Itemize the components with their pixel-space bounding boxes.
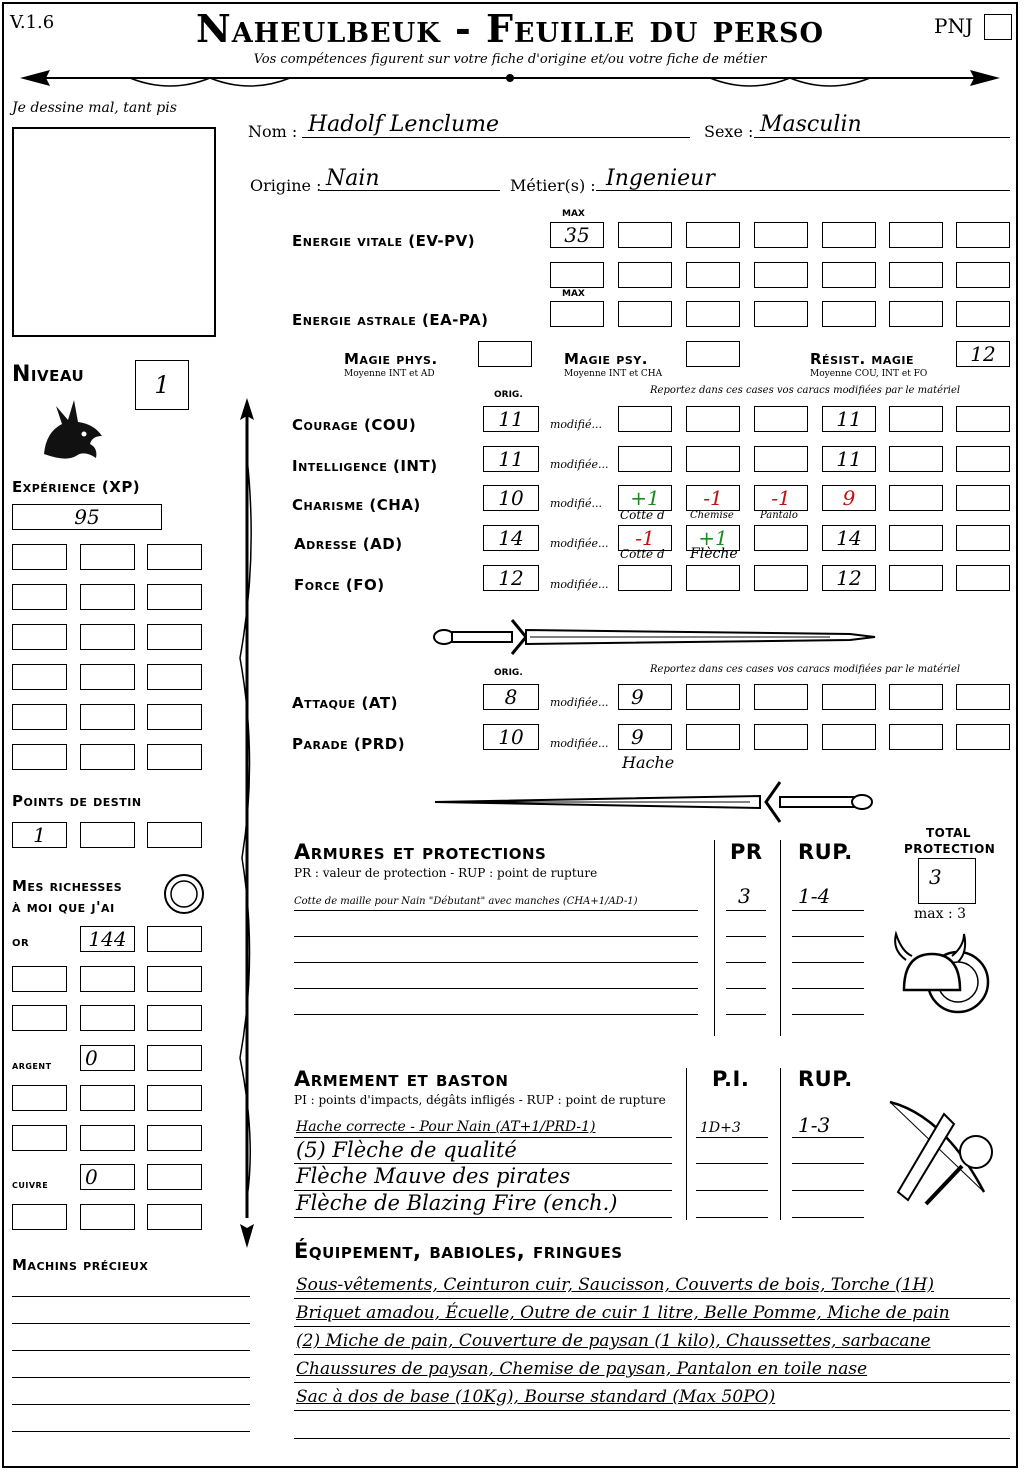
- richesses-label: Mes richesses: [12, 877, 123, 895]
- magie-psy-label: Magie psy.: [564, 350, 648, 368]
- armure-rup-line[interactable]: [792, 962, 864, 963]
- adresse-mod-label: modifiée...: [550, 537, 609, 550]
- xp-box[interactable]: [147, 704, 202, 730]
- or-box[interactable]: [80, 1005, 135, 1031]
- armure-rup-line[interactable]: [792, 936, 864, 937]
- argent-box[interactable]: [80, 1125, 135, 1151]
- arme-pi-line[interactable]: [696, 1163, 768, 1164]
- ea-box[interactable]: [822, 301, 876, 327]
- adresse-orig-box[interactable]: 14: [483, 525, 539, 551]
- weapons-icon: [884, 1096, 1002, 1212]
- argent-box[interactable]: [147, 1045, 202, 1071]
- adresse-final-box[interactable]: 14: [822, 525, 876, 551]
- machins-label: Machins précieux: [12, 1256, 149, 1274]
- destin-box[interactable]: 1: [12, 822, 67, 848]
- sexe-label: Sexe :: [704, 122, 754, 141]
- charisme-note: Pantalo: [760, 510, 798, 521]
- parade-label: Parade (PRD): [292, 735, 406, 753]
- xp-box[interactable]: [80, 544, 135, 570]
- attaque-mod-box[interactable]: [686, 684, 740, 710]
- xp-box[interactable]: [147, 584, 202, 610]
- ev-max-label: MAX: [562, 209, 585, 219]
- attaque-mod-box[interactable]: [889, 684, 943, 710]
- destin-box[interactable]: [147, 822, 202, 848]
- equipement-line[interactable]: (2) Miche de pain, Couverture de paysan (1 kilo), Chaussettes, sarbacane: [296, 1331, 931, 1351]
- armure-pr-line: [726, 910, 766, 911]
- xp-box[interactable]: [80, 584, 135, 610]
- xp-box[interactable]: [80, 664, 135, 690]
- ea-box[interactable]: [686, 301, 740, 327]
- armure-line[interactable]: [294, 988, 698, 989]
- parade-mod-box[interactable]: [956, 724, 1010, 750]
- decorative-staff-icon: [10, 64, 1010, 104]
- equipement-line[interactable]: Sac à dos de base (10Kg), Bourse standard (Max 50PO): [296, 1387, 776, 1407]
- sword-icon: [430, 776, 880, 828]
- ea-max-label: MAX: [562, 289, 585, 299]
- ev-box[interactable]: [686, 262, 740, 288]
- portrait-box[interactable]: [12, 127, 216, 337]
- equipement-rule: [294, 1410, 1010, 1411]
- resist-magie-box[interactable]: 12: [956, 341, 1010, 367]
- arme-pi-line[interactable]: [696, 1217, 768, 1218]
- xp-box[interactable]: [147, 544, 202, 570]
- ea-box[interactable]: [889, 301, 943, 327]
- parade-mod-box[interactable]: [686, 724, 740, 750]
- or-box[interactable]: [147, 1005, 202, 1031]
- sexe-line: [754, 137, 1010, 138]
- armures-sub: PR : valeur de protection - RUP : point de rupture: [294, 866, 598, 880]
- machins-line[interactable]: [12, 1377, 250, 1378]
- armure-item-pr[interactable]: 3: [738, 884, 751, 908]
- machins-line[interactable]: [12, 1296, 250, 1297]
- charisme-orig-box[interactable]: 10: [483, 485, 539, 511]
- ev-box[interactable]: [754, 222, 808, 248]
- armement-divider: [686, 1068, 687, 1220]
- ev-box[interactable]: [889, 222, 943, 248]
- adresse-mod-box[interactable]: [754, 525, 808, 551]
- armure-line: [294, 910, 698, 911]
- argent-box[interactable]: 0: [80, 1045, 135, 1071]
- force-label: Force (FO): [294, 576, 385, 594]
- armures-rup-label: RUP.: [798, 840, 853, 864]
- magie-phys-label: Magie phys.: [344, 350, 438, 368]
- charisme-mod-box[interactable]: [956, 485, 1010, 511]
- armure-item-rup[interactable]: 1-4: [798, 884, 831, 908]
- intelligence-label: Intelligence (INT): [292, 457, 438, 475]
- argent-box[interactable]: [12, 1125, 67, 1151]
- nom-label: Nom :: [248, 122, 298, 141]
- magie-psy-sub: Moyenne INT et CHA: [564, 369, 663, 379]
- parade-mod-label: modifiée...: [550, 737, 609, 750]
- charisme-note: Chemise: [690, 510, 734, 521]
- ev-box[interactable]: [822, 262, 876, 288]
- adresse-label: Adresse (AD): [294, 535, 403, 553]
- machins-line[interactable]: [12, 1431, 250, 1432]
- attaque-orig-box[interactable]: 8: [483, 684, 539, 710]
- cuivre-box[interactable]: [12, 1204, 67, 1230]
- arme-pi-line[interactable]: [696, 1190, 768, 1191]
- armures-divider: [780, 840, 781, 1036]
- magie-phys-box[interactable]: [478, 341, 532, 367]
- arme-rup-line[interactable]: [792, 1163, 864, 1164]
- ea-box[interactable]: [618, 301, 672, 327]
- magie-psy-box[interactable]: [686, 341, 740, 367]
- armement-pi-label: P.I.: [712, 1067, 750, 1091]
- adresse-mod-box[interactable]: -1: [618, 525, 672, 551]
- armures-divider: [714, 840, 715, 1036]
- parade-orig-box[interactable]: 10: [483, 724, 539, 750]
- charisme-mod-box[interactable]: -1: [754, 485, 808, 511]
- argent-box[interactable]: [12, 1085, 67, 1111]
- courage-mod-label: modifié...: [550, 418, 602, 431]
- or-box[interactable]: [12, 1005, 67, 1031]
- arme-item-name[interactable]: Flèche Mauve des pirates: [296, 1164, 571, 1188]
- ea-box[interactable]: [956, 301, 1010, 327]
- or-box[interactable]: [147, 966, 202, 992]
- intelligence-final-box[interactable]: 11: [822, 446, 876, 472]
- parade-note: Hache: [622, 753, 675, 772]
- cuivre-box[interactable]: 0: [80, 1164, 135, 1190]
- armure-pr-line[interactable]: [726, 936, 766, 937]
- armure-rup-line[interactable]: [792, 988, 864, 989]
- caracs-report-note: Reportez dans ces cases vos caracs modifiées par le matériel: [650, 385, 961, 396]
- charisme-mod-label: modifié...: [550, 497, 602, 510]
- parade-mod-box[interactable]: [822, 724, 876, 750]
- equipement-line[interactable]: Briquet amadou, Écuelle, Outre de cuir 1 litre, Belle Pomme, Miche de pain: [296, 1303, 950, 1323]
- orig-label: ORIG.: [494, 390, 523, 400]
- armure-line[interactable]: [294, 1014, 698, 1015]
- or-box[interactable]: [147, 926, 202, 952]
- charisme-label: Charisme (CHA): [292, 496, 421, 514]
- ev-box[interactable]: [550, 262, 604, 288]
- adresse-mod-box[interactable]: [956, 525, 1010, 551]
- arme-rup-line: [792, 1137, 864, 1138]
- courage-final-box[interactable]: 11: [822, 406, 876, 432]
- charisme-mod-box[interactable]: +1: [618, 485, 672, 511]
- or-label: or: [12, 934, 30, 950]
- attaque-mod-box[interactable]: [754, 684, 808, 710]
- force-final-box[interactable]: 12: [822, 565, 876, 591]
- pnj-checkbox[interactable]: [984, 14, 1012, 40]
- armure-item-name[interactable]: Cotte de maille pour Nain "Débutant" avec manches (CHA+1/AD-1): [294, 896, 638, 907]
- force-mod-label: modifiée...: [550, 578, 609, 591]
- cuivre-label: cuivre: [12, 1177, 49, 1191]
- attaque-mod-label: modifiée...: [550, 696, 609, 709]
- arme-item-rup[interactable]: 1-3: [798, 1113, 831, 1137]
- xp-box[interactable]: [147, 744, 202, 770]
- niveau-box[interactable]: 1: [135, 360, 189, 410]
- courage-orig-box[interactable]: 11: [483, 406, 539, 432]
- portrait-caption: Je dessine mal, tant pis: [12, 100, 177, 116]
- xp-box[interactable]: [12, 744, 67, 770]
- argent-box[interactable]: [80, 1085, 135, 1111]
- pnj-label: PNJ: [934, 14, 973, 38]
- machins-line[interactable]: [12, 1404, 250, 1405]
- argent-box[interactable]: [147, 1125, 202, 1151]
- intelligence-mod-box[interactable]: [754, 446, 808, 472]
- sexe-value[interactable]: Masculin: [760, 112, 862, 137]
- force-orig-box[interactable]: 12: [483, 565, 539, 591]
- experience-box[interactable]: 95: [12, 504, 162, 530]
- intelligence-mod-box[interactable]: [956, 446, 1010, 472]
- total-protection-label-2: PROTECTION: [904, 842, 996, 856]
- armure-rup-line[interactable]: [792, 1014, 864, 1015]
- intelligence-mod-box[interactable]: [618, 446, 672, 472]
- intelligence-mod-label: modifiée...: [550, 458, 609, 471]
- magie-phys-sub: Moyenne INT et AD: [344, 369, 435, 379]
- resist-magie-sub: Moyenne COU, INT et FO: [810, 369, 928, 379]
- courage-mod-box[interactable]: [618, 406, 672, 432]
- attaque-label: Attaque (AT): [292, 694, 398, 712]
- arme-pi-line: [696, 1137, 768, 1138]
- adresse-mod-box[interactable]: [889, 525, 943, 551]
- equipement-title: Équipement, babioles, fringues: [294, 1239, 623, 1263]
- ea-box[interactable]: [754, 301, 808, 327]
- cuivre-box[interactable]: [80, 1204, 135, 1230]
- experience-label: Expérience (XP): [12, 478, 141, 496]
- page-subtitle: Vos compétences figurent sur votre fiche d'origine et/ou votre fiche de métier: [253, 52, 767, 67]
- machins-line[interactable]: [12, 1323, 250, 1324]
- or-box[interactable]: [80, 966, 135, 992]
- xp-box[interactable]: [12, 584, 67, 610]
- cuivre-box[interactable]: [147, 1204, 202, 1230]
- arme-item-pi[interactable]: 1D+3: [700, 1120, 741, 1136]
- attaque-mod-box[interactable]: [956, 684, 1010, 710]
- xp-box[interactable]: [80, 744, 135, 770]
- spear-icon: [232, 398, 262, 1248]
- armement-title: Armement et baston: [294, 1067, 509, 1091]
- xp-box[interactable]: [147, 624, 202, 650]
- total-protection-max: max : 3: [914, 906, 967, 922]
- ev-box[interactable]: [889, 262, 943, 288]
- equipement-line[interactable]: Sous-vêtements, Ceinturon cuir, Saucisson, Couverts de bois, Torche (1H): [296, 1275, 934, 1295]
- xp-box[interactable]: [12, 704, 67, 730]
- charisme-final-box[interactable]: 9: [822, 485, 876, 511]
- force-mod-box[interactable]: [889, 565, 943, 591]
- arme-item-name[interactable]: (5) Flèche de qualité: [296, 1138, 517, 1162]
- niveau-label: Niveau: [12, 362, 85, 387]
- total-protection-box[interactable]: 3: [918, 858, 976, 904]
- metier-label: Métier(s) :: [510, 176, 596, 195]
- parade-mod-box[interactable]: [889, 724, 943, 750]
- attaque-mod-box[interactable]: 9: [618, 684, 672, 710]
- xp-box[interactable]: [147, 664, 202, 690]
- armure-pr-line[interactable]: [726, 988, 766, 989]
- armures-title: Armures et protections: [294, 840, 547, 864]
- armure-pr-line[interactable]: [726, 962, 766, 963]
- xp-box[interactable]: [80, 624, 135, 650]
- charisme-note: Cotte d: [620, 508, 665, 522]
- nom-line: [302, 137, 690, 138]
- armures-pr-label: PR: [730, 840, 763, 864]
- force-mod-box[interactable]: [618, 565, 672, 591]
- ev-box[interactable]: [686, 222, 740, 248]
- courage-label: Courage (COU): [292, 416, 417, 434]
- machins-line[interactable]: [12, 1350, 250, 1351]
- force-mod-box[interactable]: [686, 565, 740, 591]
- charisme-mod-box[interactable]: [889, 485, 943, 511]
- armement-divider: [780, 1068, 781, 1220]
- courage-mod-box[interactable]: [754, 406, 808, 432]
- ev-box[interactable]: [618, 222, 672, 248]
- combat-report-note: Reportez dans ces cases vos caracs modifiées par le matériel: [650, 664, 961, 675]
- total-protection-label: TOTAL: [926, 826, 972, 840]
- or-box[interactable]: 144: [80, 926, 135, 952]
- armure-line[interactable]: [294, 962, 698, 963]
- cuivre-box[interactable]: [147, 1164, 202, 1190]
- arme-rup-line[interactable]: [792, 1217, 864, 1218]
- ea-label: Energie astrale (EA-PA): [292, 311, 489, 329]
- equipement-rule: [294, 1354, 1010, 1355]
- ev-box[interactable]: [754, 262, 808, 288]
- attaque-mod-box[interactable]: [822, 684, 876, 710]
- dragon-icon: [36, 392, 108, 466]
- armement-rup-label: RUP.: [798, 1067, 853, 1091]
- armure-rup-line: [792, 910, 864, 911]
- or-box[interactable]: [12, 966, 67, 992]
- courage-mod-box[interactable]: [889, 406, 943, 432]
- sword-icon: [430, 612, 880, 662]
- richesses-label-2: à moi que j'ai: [12, 898, 115, 916]
- intelligence-mod-box[interactable]: [889, 446, 943, 472]
- arme-line: [294, 1217, 672, 1218]
- coin-icon: [162, 872, 206, 916]
- nom-value[interactable]: Hadolf Lenclume: [308, 112, 500, 137]
- xp-box[interactable]: [80, 704, 135, 730]
- armure-pr-line[interactable]: [726, 1014, 766, 1015]
- force-mod-box[interactable]: [754, 565, 808, 591]
- ev-box[interactable]: [822, 222, 876, 248]
- equipement-rule: [294, 1382, 1010, 1383]
- ev-box[interactable]: [956, 222, 1010, 248]
- arme-item-name[interactable]: Hache correcte - Pour Nain (AT+1/PRD-1): [296, 1119, 596, 1135]
- intelligence-mod-box[interactable]: [686, 446, 740, 472]
- origine-label: Origine :: [250, 176, 322, 195]
- force-mod-box[interactable]: [956, 565, 1010, 591]
- helmet-shield-icon: [890, 930, 996, 1030]
- equipement-rule: [294, 1298, 1010, 1299]
- xp-box[interactable]: [12, 624, 67, 650]
- version-label: V.1.6: [10, 12, 55, 33]
- charisme-mod-box[interactable]: -1: [686, 485, 740, 511]
- parade-mod-box[interactable]: [754, 724, 808, 750]
- page-title: Naheulbeuk - Feuille du perso: [196, 6, 824, 51]
- armure-line[interactable]: [294, 936, 698, 937]
- ev-label: Energie vitale (EV-PV): [292, 232, 476, 250]
- ev-box[interactable]: [618, 262, 672, 288]
- arme-item-name[interactable]: Flèche de Blazing Fire (ench.): [296, 1191, 618, 1215]
- equipement-rule[interactable]: [294, 1438, 1010, 1439]
- destin-box[interactable]: [80, 822, 135, 848]
- equipement-rule: [294, 1326, 1010, 1327]
- courage-mod-box[interactable]: [956, 406, 1010, 432]
- ev-max-box[interactable]: 35: [550, 222, 604, 248]
- ea-max-box[interactable]: [550, 301, 604, 327]
- courage-mod-box[interactable]: [686, 406, 740, 432]
- argent-box[interactable]: [147, 1085, 202, 1111]
- xp-box[interactable]: [12, 664, 67, 690]
- destin-label: Points de destin: [12, 792, 142, 810]
- adresse-mod-box[interactable]: +1: [686, 525, 740, 551]
- xp-box[interactable]: [12, 544, 67, 570]
- parade-mod-box[interactable]: 9: [618, 724, 672, 750]
- ev-box[interactable]: [956, 262, 1010, 288]
- combat-orig-label: ORIG.: [494, 668, 523, 678]
- equipement-line[interactable]: Chaussures de paysan, Chemise de paysan, Pantalon en toile nase: [296, 1359, 868, 1379]
- adresse-note: Flèche: [690, 546, 738, 562]
- resist-magie-label: Résist. magie: [810, 350, 915, 368]
- argent-label: argent: [12, 1058, 52, 1072]
- adresse-note: Cotte d: [620, 547, 665, 561]
- armement-sub: PI : points d'impacts, dégâts infligés - RUP : point de rupture: [294, 1093, 666, 1107]
- intelligence-orig-box[interactable]: 11: [483, 446, 539, 472]
- arme-rup-line[interactable]: [792, 1190, 864, 1191]
- origine-value[interactable]: Nain: [326, 166, 380, 191]
- metier-value[interactable]: Ingenieur: [606, 166, 715, 191]
